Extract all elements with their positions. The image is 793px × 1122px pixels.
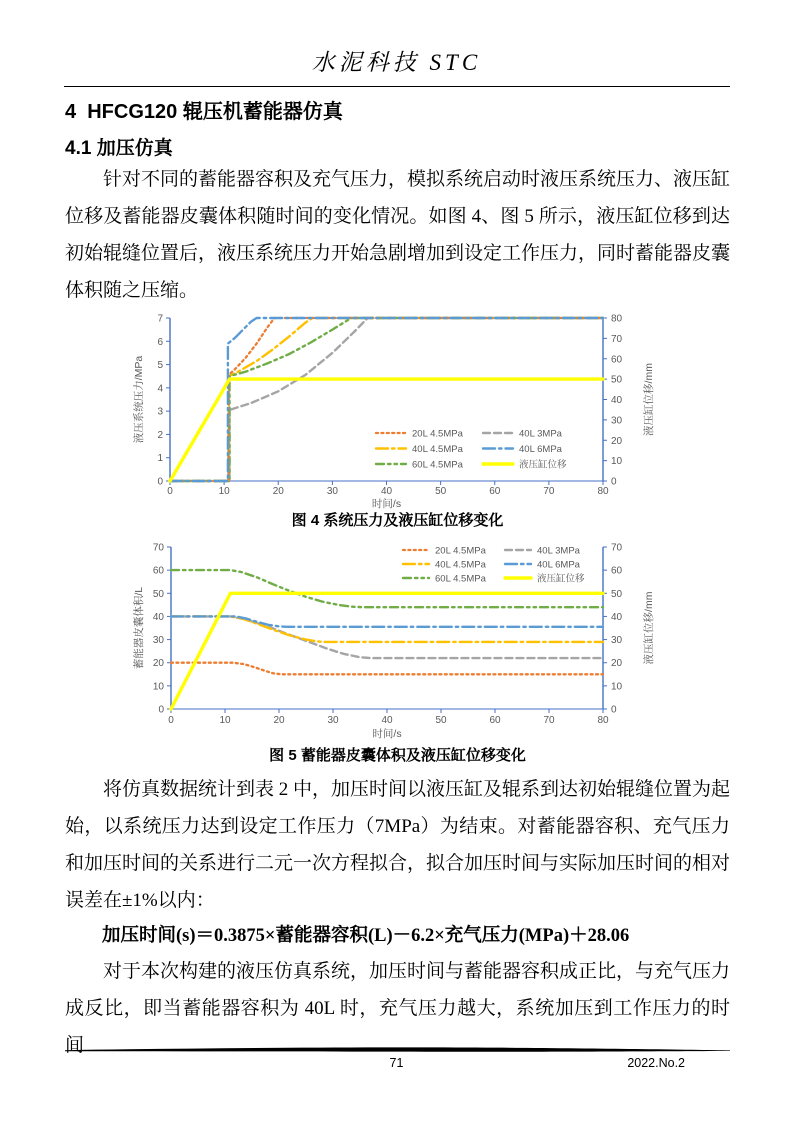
y-tick-label-left: 40: [152, 611, 164, 623]
y-tick-label-left: 6: [157, 336, 163, 348]
legend-label: 60L 4.5MPa: [435, 573, 486, 585]
series-line: [171, 663, 603, 675]
y-tick-label-right: 10: [611, 456, 623, 468]
y-tick-label-right: 60: [611, 565, 623, 577]
y-tick-label-right: 70: [611, 333, 623, 345]
legend-label: 40L 3MPa: [519, 428, 562, 440]
y-tick-label-right: 30: [611, 415, 623, 427]
y-tick-label-left: 10: [152, 681, 164, 693]
y-tick-label-left: 70: [152, 542, 164, 554]
y-tick-label-left: 4: [157, 383, 163, 395]
y-axis-title-left: 液压系统压力/MPa: [133, 355, 145, 444]
x-tick-label: 0: [167, 486, 173, 497]
y-tick-label-right: 0: [611, 476, 617, 488]
section-heading: 4 HFCG120 辊压机蓄能器仿真: [65, 101, 343, 123]
figure5-chart: [130, 540, 675, 743]
x-tick-label: 50: [435, 715, 447, 726]
journal-header: 水泥科技 STC: [311, 50, 482, 75]
y-tick-label-right: 0: [611, 704, 617, 716]
y-tick-label-left: 0: [158, 704, 164, 716]
x-tick-label: 50: [435, 486, 447, 497]
series-line: [170, 318, 603, 481]
y-tick-label-right: 10: [611, 681, 623, 693]
x-tick-label: 70: [543, 486, 555, 497]
y-axis-title-right: 液压缸位移/mm: [643, 363, 655, 436]
y-tick-label-right: 80: [611, 313, 623, 325]
series-line: [170, 318, 603, 481]
x-tick-label: 80: [597, 715, 609, 726]
y-tick-label-right: 70: [611, 542, 623, 554]
legend-label: 40L 3MPa: [537, 545, 580, 557]
legend-label: 液压缸位移: [519, 459, 567, 471]
legend-label: 60L 4.5MPa: [412, 459, 463, 471]
series-line: [170, 318, 603, 481]
header-rule: [64, 86, 730, 87]
x-tick-label: 10: [218, 486, 230, 497]
x-tick-label: 70: [543, 715, 555, 726]
x-tick-label: 20: [272, 486, 284, 497]
y-tick-label-right: 50: [611, 374, 623, 386]
y-tick-label-left: 0: [157, 476, 163, 488]
figure4-caption: 图 4 系统压力及液压缸位移变化: [291, 512, 504, 529]
legend-label: 40L 6MPa: [519, 444, 562, 455]
series-line: [170, 318, 603, 481]
issue-label: 2022.No.2: [627, 1056, 685, 1070]
y-tick-label-left: 3: [157, 406, 163, 418]
y-tick-label-left: 7: [157, 313, 163, 325]
y-tick-label-left: 30: [152, 635, 164, 647]
y-tick-label-right: 50: [611, 588, 623, 600]
series-line: [170, 318, 603, 481]
x-tick-label: 0: [168, 715, 174, 726]
y-tick-label-left: 5: [157, 360, 163, 372]
y-tick-label-right: 40: [611, 611, 623, 623]
legend-label: 20L 4.5MPa: [435, 545, 486, 557]
x-tick-label: 30: [327, 715, 339, 726]
y-tick-label-left: 60: [152, 565, 164, 577]
y-axis-title-left: 蓄能器皮囊体积/L: [133, 586, 145, 670]
page-number: 71: [389, 1056, 404, 1070]
y-tick-label-left: 2: [157, 429, 163, 441]
y-tick-label-right: 60: [611, 354, 623, 366]
series-line: [171, 593, 603, 709]
y-tick-label-left: 50: [152, 588, 164, 600]
legend-label: 20L 4.5MPa: [412, 428, 463, 440]
subsection-heading: 4.1 加压仿真: [65, 138, 173, 159]
y-tick-label-left: 20: [152, 658, 164, 670]
paragraph-1: 针对不同的蓄能器容积及充气压力，模拟系统启动时液压系统压力、液压缸位移及蓄能器皮囊体积随时间的变化情况。如图 4、图 5 所示，液压缸位移到达初始辊缝位置后，液压系统压力开始急剧增加到设定工作压力，同时蓄能器皮囊体积随之压缩。: [65, 169, 731, 301]
y-tick-label-left: 1: [157, 453, 163, 465]
y-tick-label-right: 40: [611, 395, 623, 406]
series-line: [171, 616, 603, 642]
legend-label: 40L 6MPa: [537, 559, 580, 571]
paragraph-2: 将仿真数据统计到表 2 中，加压时间以液压缸及辊系到达初始辊缝位置为起始，以系统压力达到设定工作压力（7MPa）为结束。对蓄能器容积、充气压力和加压时间的关系进行二元一次方程拟合，拟合加压时间与实际加压时间的相对误差在±1%以内：: [65, 779, 731, 911]
x-tick-label: 60: [489, 486, 501, 497]
paragraph-3: 对于本次构建的液压仿真系统，加压时间与蓄能器容积成正比，与充气压力成反比，即当蓄能器容积为 40L 时，充气压力越大，系统加压到工作压力的时间: [65, 961, 731, 1056]
legend-label: 40L 4.5MPa: [435, 559, 486, 571]
y-tick-label-right: 20: [611, 435, 623, 447]
y-axis-title-right: 液压缸位移/mm: [643, 591, 655, 665]
x-tick-label: 40: [381, 715, 393, 726]
footer-rule: [65, 1046, 730, 1055]
x-tick-label: 20: [273, 715, 285, 726]
series-line: [171, 616, 603, 658]
x-tick-label: 60: [489, 715, 501, 726]
x-tick-label: 10: [219, 715, 231, 726]
y-tick-label-right: 20: [611, 658, 623, 670]
legend-label: 40L 4.5MPa: [412, 444, 463, 455]
figure4-chart: [130, 307, 675, 509]
x-tick-label: 80: [597, 486, 609, 497]
x-tick-label: 30: [326, 486, 338, 497]
y-tick-label-right: 30: [611, 635, 623, 647]
x-tick-label: 40: [380, 486, 393, 497]
x-axis-title: 时间/s: [372, 728, 402, 740]
x-axis-title: 时间/s: [371, 498, 402, 510]
fit-equation: 加压时间(s)＝0.3875×蓄能器容积(L)－6.2×充气压力(MPa)＋28.06: [102, 926, 630, 946]
legend-label: 液压缸位移: [537, 573, 585, 585]
figure5-caption: 图 5 蓄能器皮囊体积及液压缸位移变化: [269, 747, 526, 764]
